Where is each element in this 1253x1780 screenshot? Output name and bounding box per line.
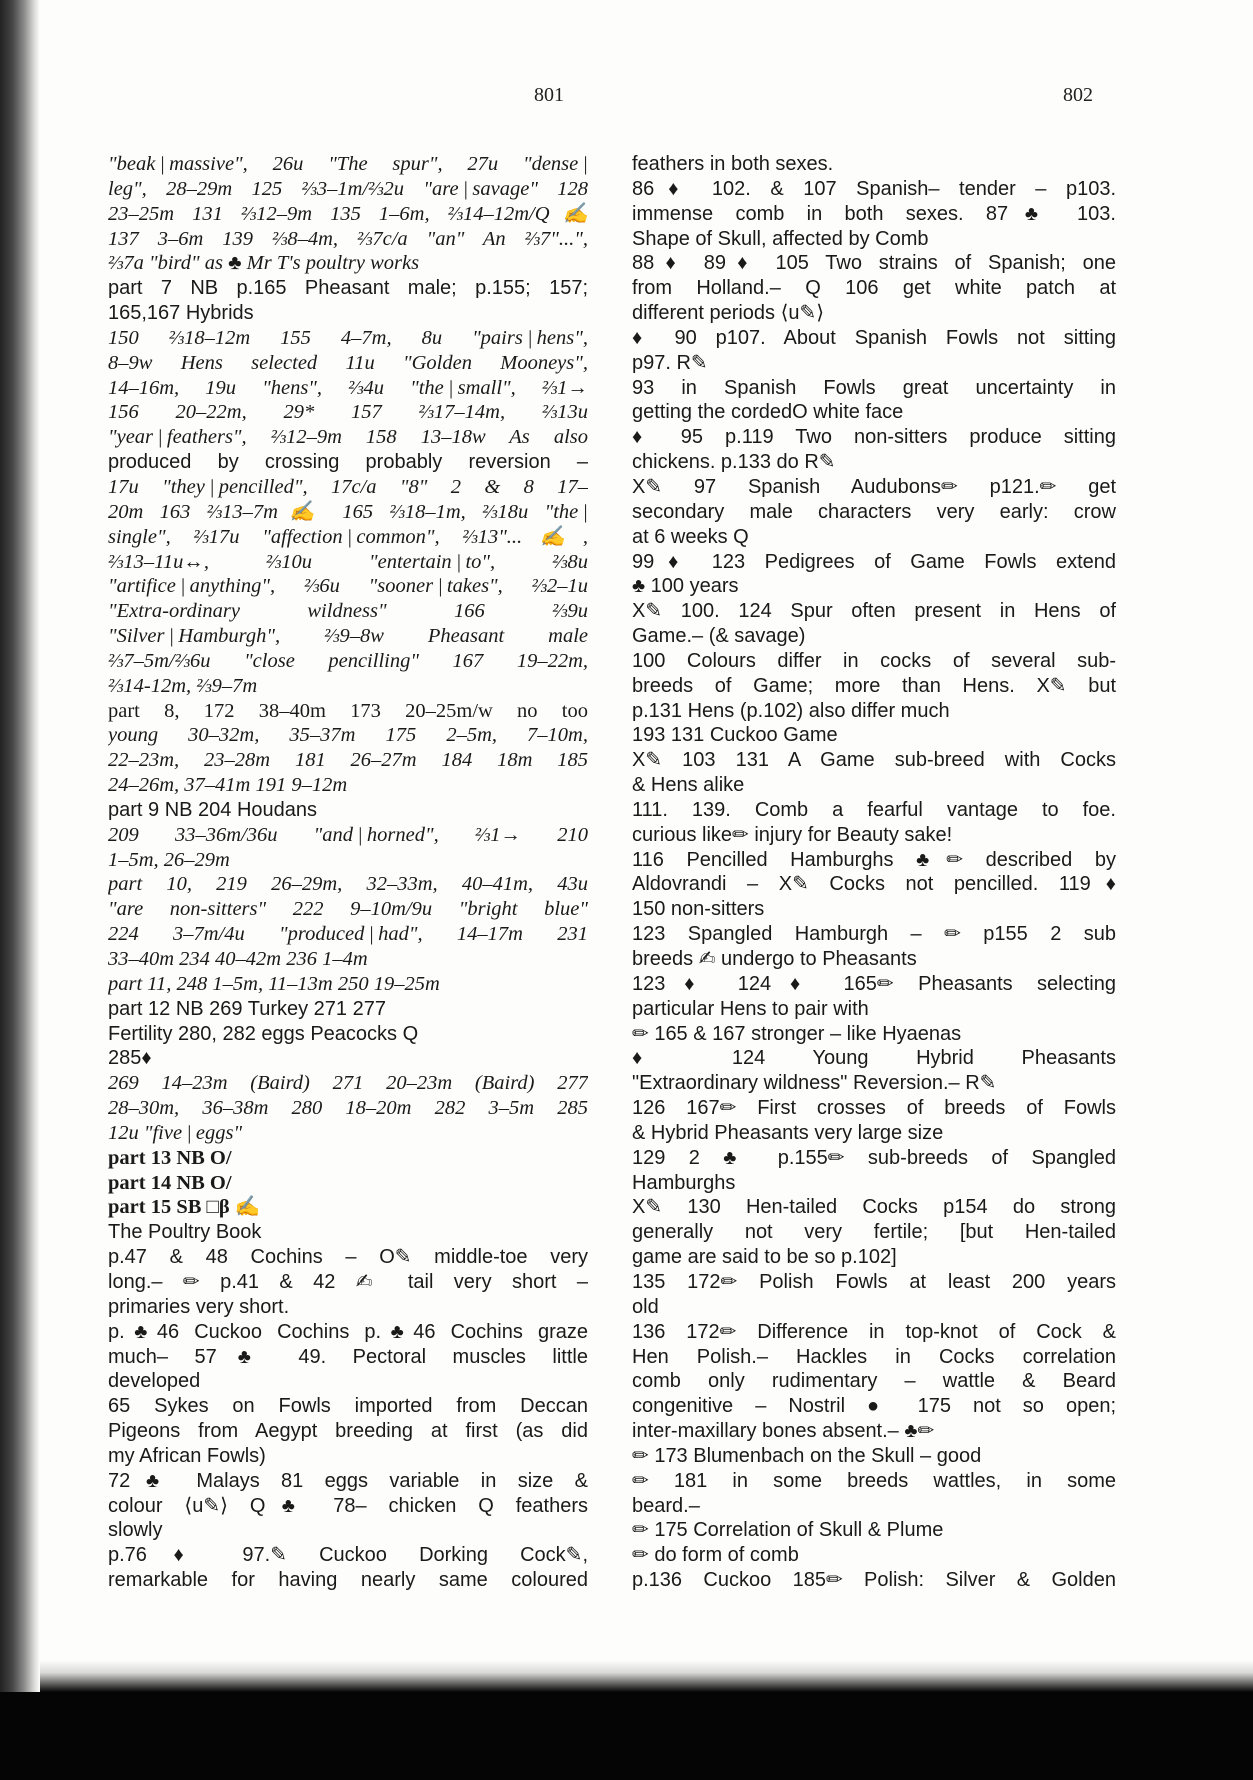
text-line: part 10, 219 26–29m, 32–33m, 40–41m, 43u [108, 873, 588, 896]
text-line: X✎ 130 Hen-tailed Cocks p154 do strong [632, 1196, 1116, 1219]
text-line: 129 2 ♣ p.155✏ sub-breeds of Spangled [632, 1146, 1116, 1169]
text-line: 14–16m, 19u "hens", ⅔4u "the | small", ⅔1→ [108, 376, 588, 399]
text-line: part 14 NB O/ [108, 1171, 232, 1194]
text-line: "year | feathers", ⅔12–9m 158 13–18w As also [108, 426, 588, 449]
text-line: ✏ 165 & 167 stronger – like Hyaenas [632, 1022, 962, 1045]
text-line: The Poultry Book [108, 1221, 262, 1244]
text-line: 72♣ Malays 81 eggs variable in size & [108, 1469, 588, 1492]
text-line: Shape of Skull, affected by Comb [632, 227, 929, 250]
text-line: feathers in both sexes. [632, 153, 834, 175]
text-line: particular Hens to pair with [632, 997, 869, 1020]
text-line: 17u "they | pencilled", 17c/a "8" 2 & 8 17– [108, 475, 588, 498]
text-line: p.47 & 48 Cochins – O✎ middle-toe very [108, 1246, 588, 1269]
text-line: 150 non-sitters [632, 898, 765, 921]
text-line: immense comb in both sexes. 87♣ 103. [632, 202, 1116, 225]
text-line: breeds ✍ undergo to Pheasants [632, 948, 917, 970]
text-line: leg", 28–29m 125 ⅔3–1m/⅔2u "are | savage" 128 [108, 177, 588, 200]
text-line: ✏ 175 Correlation of Skull & Plume [632, 1519, 944, 1542]
text-line: 224 3–7m/4u "produced | had", 14–17m 231 [108, 923, 588, 946]
text-line: 165,167 Hybrids [108, 302, 254, 325]
text-line: & Hens alike [632, 774, 745, 797]
text-line: my African Fowls) [108, 1444, 266, 1467]
text-line: X✎ 103 131 A Game sub-breed with Cocks [632, 749, 1116, 772]
left-column [108, 152, 588, 1652]
text-line: long.– ✏ p.41 & 42 ✍ tail very short – [108, 1270, 588, 1293]
text-line: Hamburghs [632, 1171, 736, 1194]
text-line: 126 167✏ First crosses of breeds of Fowls [632, 1097, 1116, 1120]
text-line: old [632, 1295, 659, 1318]
text-line: colour ⟨u✎⟩ Q♣ 78– chicken Q feathers [108, 1494, 588, 1517]
text-line: 111. 139. Comb a fearful vantage to foe. [632, 798, 1116, 821]
text-line: beard.– [632, 1494, 700, 1517]
text-line: ⅔13–11u↔, ⅔10u "entertain | to", ⅔8u [108, 550, 588, 573]
text-line: "Silver | Hamburgh", ⅔9–8w Pheasant male [108, 625, 588, 648]
text-line: ♣ 100 years [632, 575, 739, 598]
text-line: p.♣46 Cuckoo Cochins p.♣46 Cochins graze [108, 1320, 588, 1343]
text-line: ⅔7a "bird" as ♣ Mr T's poultry works [108, 252, 420, 275]
text-line: 135 172✏ Polish Fowls at least 200 years [632, 1270, 1116, 1293]
text-line: p.76♦ 97.✎ Cuckoo Dorking Cock✎, [108, 1544, 588, 1567]
text-line: 93 in Spanish Fowls great uncertainty in [632, 376, 1116, 399]
text-line: ✏ 181 in some breeds wattles, in some [632, 1469, 1116, 1492]
scan-bottom-shadow [0, 1692, 1253, 1780]
text-line: Pigeons from Aegypt breeding at first (as did [108, 1420, 588, 1443]
text-line: produced by crossing probably reversion – [108, 451, 588, 474]
text-line: 209 33–36m/36u "and | horned", ⅔1→ 210 [108, 823, 588, 846]
text-line: secondary male characters very early: crow [632, 500, 1116, 523]
text-line: chickens. p.133 do R✎ [632, 451, 836, 474]
text-line: part 15 SB □β ✍ [108, 1196, 261, 1219]
text-line: 116 Pencilled Hamburghs ♣✏ described by [632, 848, 1116, 871]
text-line: X✎ 100. 124 Spur often present in Hens of [632, 600, 1116, 623]
text-line: different periods ⟨u✎⟩ [632, 302, 825, 325]
text-line: much– 57♣ 49. Pectoral muscles little [108, 1345, 588, 1368]
text-line: ♦ 95 p.119 Two non-sitters produce sitting [632, 426, 1116, 449]
text-line: part 11, 248 1–5m, 11–13m 250 19–25m [108, 972, 440, 995]
page-number-left: 801 [534, 84, 564, 106]
text-line: "are non-sitters" 222 9–10m/9u "bright blue" [108, 898, 588, 921]
text-line: developed [108, 1370, 201, 1393]
text-line: 22–23m, 23–28m 181 26–27m 184 18m 185 [108, 749, 588, 772]
text-line: primaries very short. [108, 1295, 290, 1318]
text-line: p.131 Hens (p.102) also differ much [632, 699, 950, 722]
text-line: remarkable for having nearly same coloured [108, 1569, 588, 1592]
text-line: part 9 NB 204 Houdans [108, 798, 318, 821]
text-line: "Extraordinary wildness" Reversion.– R✎ [632, 1072, 997, 1095]
text-line: part 13 NB O/ [108, 1146, 232, 1169]
text-line: 269 14–23m (Baird) 271 20–23m (Baird) 277 [108, 1072, 588, 1095]
text-line: part 8, 172 38–40m 173 20–25m/w no too [108, 699, 588, 722]
text-line: 1–5m, 26–29m [108, 848, 230, 871]
text-line: young 30–32m, 35–37m 175 2–5m, 7–10m, [108, 724, 588, 747]
text-line: 136 172✏ Difference in top-knot of Cock & [632, 1320, 1116, 1343]
text-line: 123 Spangled Hamburgh – ✏ p155 2 sub [632, 923, 1116, 946]
text-line: slowly [108, 1519, 163, 1542]
text-line: generally not very fertile; [but Hen-tailed [632, 1221, 1116, 1244]
text-line: 123♦ 124♦ 165✏ Pheasants selecting [632, 972, 1116, 995]
text-line: 99♦ 123 Pedigrees of Game Fowls extend [632, 550, 1116, 573]
text-line: 88♦ 89♦ 105 Two strains of Spanish; one [632, 252, 1116, 275]
text-line: inter-maxillary bones absent.– ♣✏ [632, 1420, 935, 1443]
text-line: Aldovrandi – X✎ Cocks not pencilled. 119♦ [632, 873, 1116, 896]
text-line: X✎ 97 Spanish Audubons✏ p121.✏ get [632, 475, 1116, 498]
text-line: 12u "five | eggs" [108, 1121, 243, 1144]
text-line: & Hybrid Pheasants very large size [632, 1121, 944, 1144]
text-line: 20m 163 ⅔13–7m✍ 165 ⅔18–1m, ⅔18u "the | [108, 500, 588, 523]
text-line: 86♦ 102. & 107 Spanish– tender – p103. [632, 177, 1116, 200]
text-line: Hen Polish.– Hackles in Cocks correlation [632, 1345, 1116, 1368]
text-line: 23–25m 131 ⅔12–9m 135 1–6m, ⅔14–12m/Q✍ [108, 202, 588, 225]
text-line: 24–26m, 37–41m 191 9–12m [108, 774, 348, 797]
text-line: ⅔7–5m/⅔6u "close pencilling" 167 19–22m, [108, 649, 588, 672]
text-line: ✏ 173 Blumenbach on the Skull – good [632, 1444, 982, 1467]
text-line: ✏ do form of comb [632, 1544, 799, 1567]
text-line: game are said to be so p.102] [632, 1246, 897, 1269]
text-line: "beak | massive", 26u "The spur", 27u "dense | [108, 153, 588, 175]
text-line: p.136 Cuckoo 185✏ Polish: Silver & Golden [632, 1569, 1116, 1592]
text-line: 137 3–6m 139 ⅔8–4m, ⅔7c/a "an" An ⅔7"...", [108, 227, 588, 250]
text-line: 28–30m, 36–38m 280 18–20m 282 3–5m 285 [108, 1097, 588, 1120]
text-line: 65 Sykes on Fowls imported from Deccan [108, 1395, 588, 1418]
text-line: Game.– (& savage) [632, 625, 806, 648]
text-line: breeds of Game; more than Hens. X✎ but [632, 674, 1116, 697]
text-line: 193 131 Cuckoo Game [632, 724, 838, 747]
text-line: 33–40m 234 40–42m 236 1–4m [108, 948, 368, 970]
text-line: part 7 NB p.165 Pheasant male; p.155; 157; [108, 277, 588, 300]
text-line: 8–9w Hens selected 11u "Golden Mooneys", [108, 351, 588, 374]
text-line: at 6 weeks Q [632, 525, 749, 548]
text-line: "artifice | anything", ⅔6u "sooner | takes", ⅔2–1u [108, 575, 588, 598]
page-number-right: 802 [1063, 84, 1093, 106]
text-line: 285♦ [108, 1047, 152, 1070]
scan-bottom-shadow-fade [40, 1660, 1253, 1692]
text-line: single", ⅔17u "affection | common", ⅔13"...✍, [108, 525, 588, 548]
text-line: getting the cordedO white face [632, 401, 904, 424]
text-line: comb only rudimentary – wattle & Beard [632, 1370, 1116, 1393]
right-column [632, 152, 1116, 1652]
text-line: from Holland.– Q 106 get white patch at [632, 277, 1116, 300]
text-line: congenitive – Nostril ● 175 not so open; [632, 1395, 1116, 1418]
text-line: 156 20–22m, 29* 157 ⅔17–14m, ⅔13u [108, 401, 588, 424]
text-line: part 12 NB 269 Turkey 271 277 [108, 997, 386, 1020]
text-line: curious like✏ injury for Beauty sake! [632, 823, 953, 846]
text-line: ♦ 90 p107. About Spanish Fowls not sitting [632, 326, 1116, 349]
text-line: 150 ⅔18–12m 155 4–7m, 8u "pairs | hens", [108, 326, 588, 349]
text-line: ♦ 124 Young Hybrid Pheasants [632, 1047, 1116, 1070]
text-line: Fertility 280, 282 eggs Peacocks Q [108, 1022, 419, 1045]
text-line: "Extra-ordinary wildness" 166 ⅔9u [108, 600, 588, 623]
text-line: 100 Colours differ in cocks of several sub- [632, 649, 1116, 672]
text-line: ⅔14-12m, ⅔9–7m [108, 674, 258, 697]
scan-binding-shadow [0, 0, 40, 1780]
text-line: p97. R✎ [632, 351, 708, 374]
